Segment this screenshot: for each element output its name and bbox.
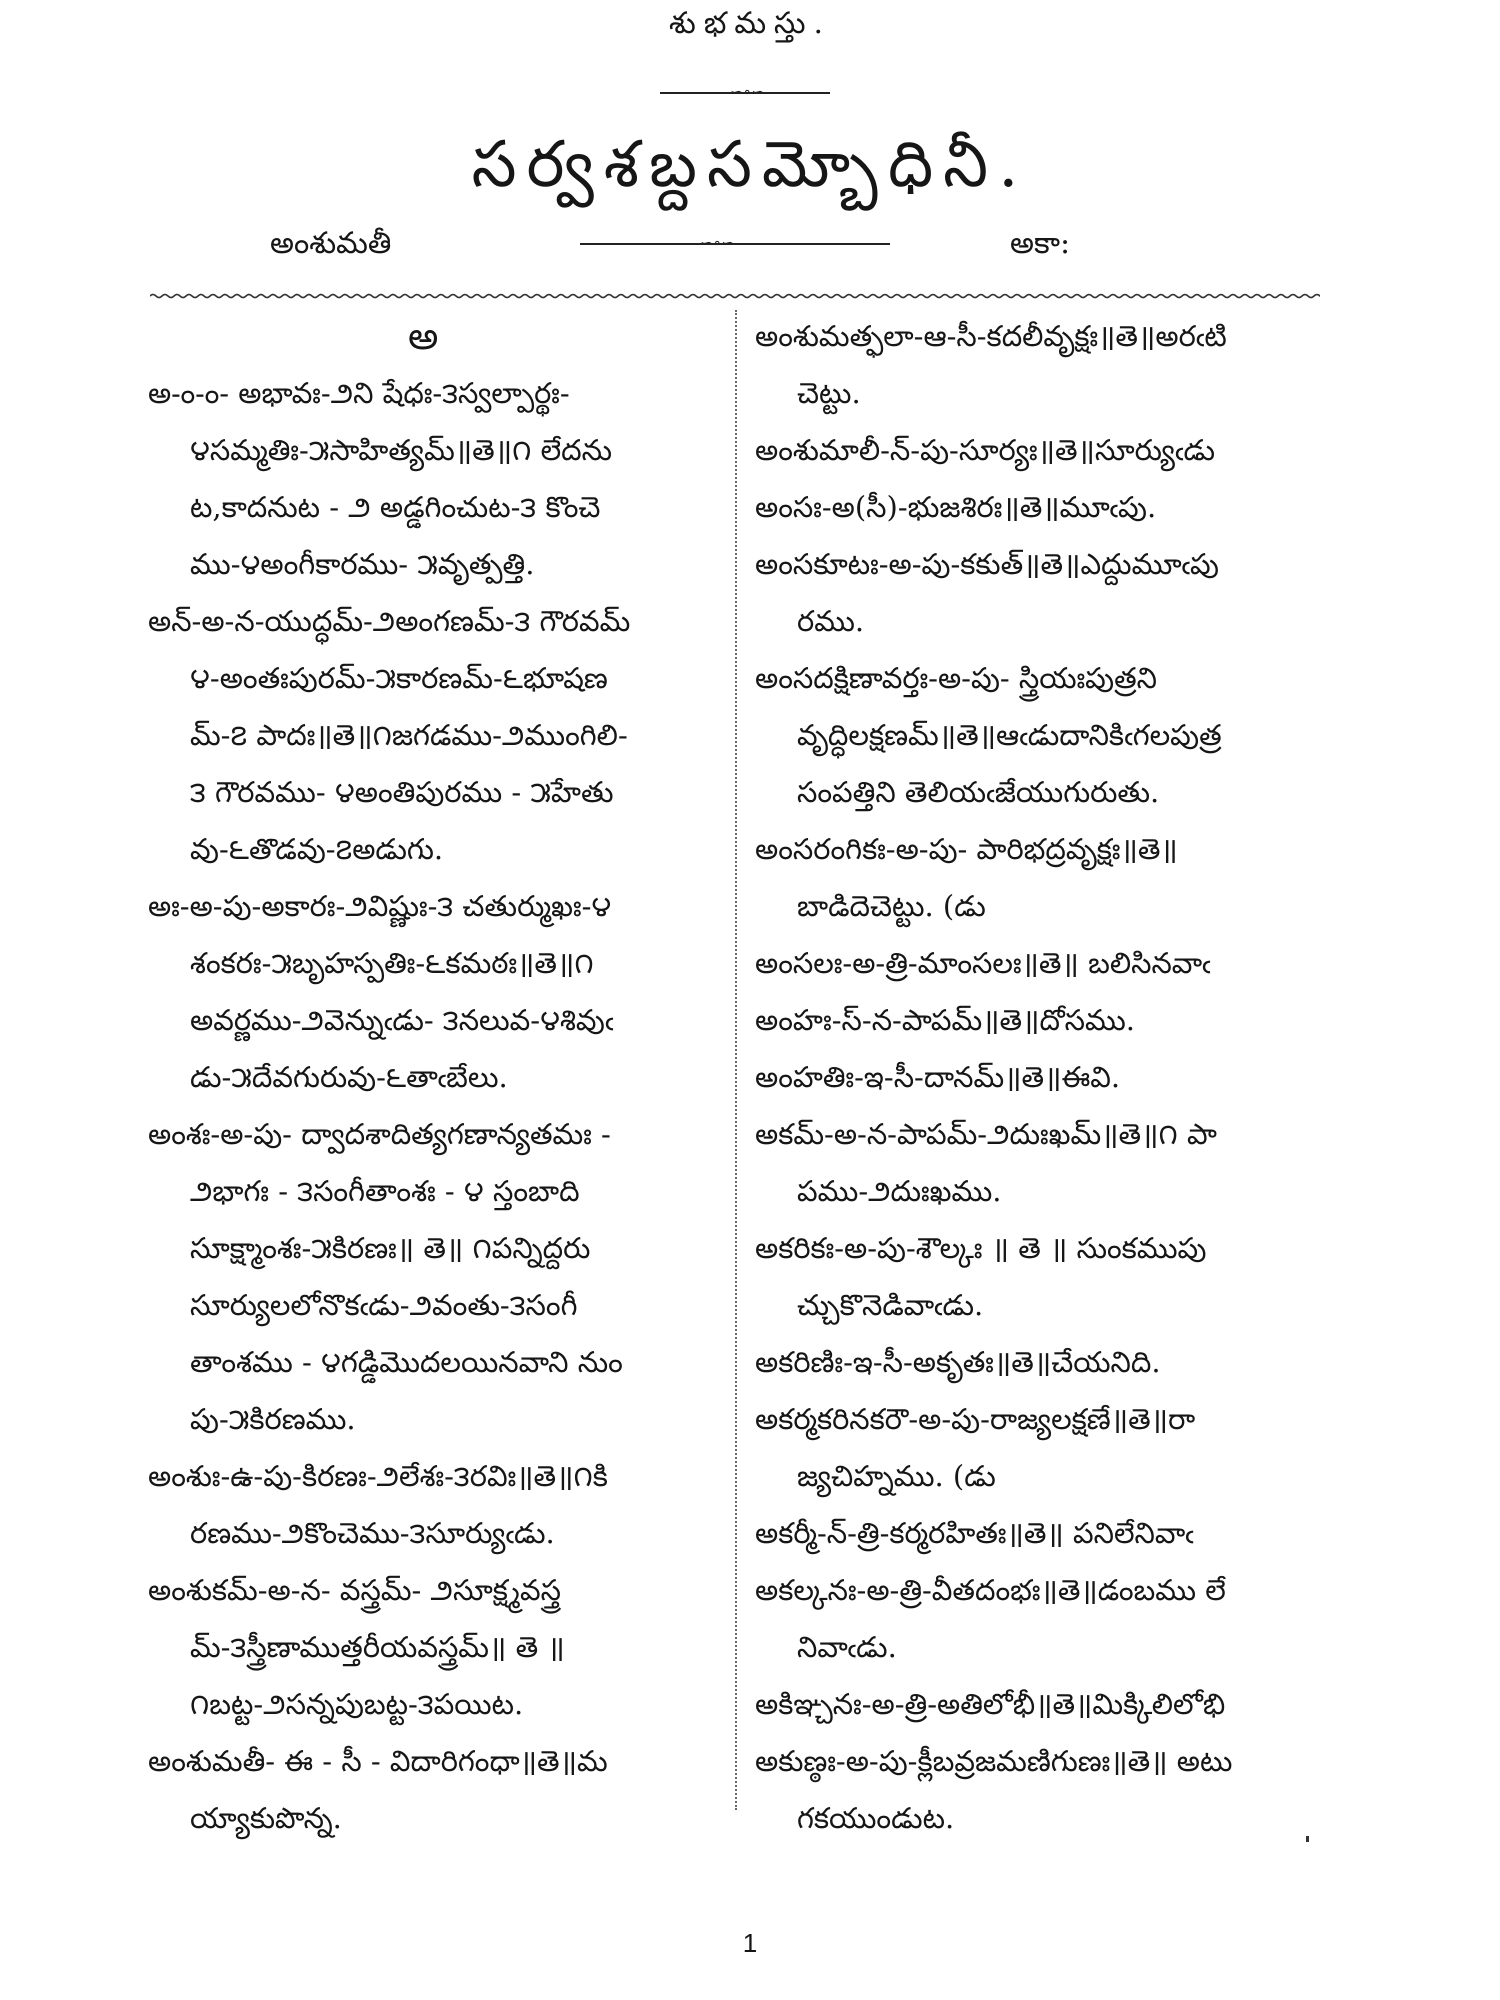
entry-continuation-line: ట,కాదనుట - ౨ అడ్డగించుట-౩ కొంచె <box>190 490 601 524</box>
entry-headword-line: అకర్మీ-న్-త్రి-కర్మరహితః॥తె॥ పనిలేనివాఁ <box>755 1516 1194 1550</box>
entry-continuation-line: జ్యచిహ్నము. (డు <box>797 1459 996 1493</box>
wavy-divider <box>150 292 1320 300</box>
entry-continuation-line: తాంశము - ౪గడ్డిమొదలయినవాని నుం <box>190 1345 623 1379</box>
entry-headword-line: అకర్మకరినకరౌ-అ-పు-రాజ్యలక్షణే॥తె॥రా <box>755 1402 1196 1436</box>
entry-continuation-line: మ్-౩స్త్రీణాముత్తరీయవస్త్రమ్॥ తె ॥ <box>190 1630 565 1664</box>
entry-headword-line: అకరికః-అ-పు-శౌల్కః ॥ తె ॥ సుంకముపు <box>755 1231 1207 1265</box>
entry-headword-line: అకల్కనః-అ-త్రి-వీతదంభః॥తె॥డంబము లే <box>755 1573 1226 1607</box>
entry-continuation-line: ౩ గౌరవము- ౪అంతిపురము - ౫హేతు <box>190 775 614 809</box>
page-number: 1 <box>742 1928 758 1958</box>
letter-heading: అ <box>408 314 439 358</box>
entry-headword-line: అంశుః-ఉ-పు-కిరణః-౨లేశః-౩రవిః॥తె॥౧కి <box>148 1459 608 1493</box>
entry-continuation-line: ౨భాగః - ౩సంగీతాంశః - ౪ స్తంబాది <box>190 1174 580 1208</box>
entry-headword-line: అంశః-అ-పు- ద్వాదశాదిత్యగణాన్యతమః - <box>148 1117 611 1151</box>
entry-headword-line: అంసరంగికః-అ-పు- పారిభద్రవృక్షః॥తె॥ <box>755 832 1178 866</box>
entry-continuation-line: సూర్యులలోనొకఁడు-౨వంతు-౩సంగీ <box>190 1288 578 1322</box>
entry-headword-line: అకరిణిః-ఇ-సీ-అకృతః॥తె॥చేయనిది. <box>755 1345 1161 1379</box>
entry-continuation-line: బాడిదెచెట్టు. (డు <box>797 889 986 923</box>
invocation-heading: శుభమస్తు. <box>668 6 832 41</box>
subtitle-left: అంశుమతీ <box>270 226 392 261</box>
entry-continuation-line: ౪సమ్మతిః-౫సాహిత్యమ్॥తె॥౧ లేదను <box>190 433 613 467</box>
entry-continuation-line: అవర్ణము-౨వెన్నుఁడు- ౩నలువ-౪శివుఁ <box>190 1003 614 1037</box>
entry-headword-line: అన్-అ-న-యుద్ధమ్-౨అంగణమ్-౩ గౌరవమ్ <box>148 604 631 638</box>
entry-headword-line: అంశుమతీ- ఈ - సీ - విదారిగంధా॥తె॥మ <box>148 1744 608 1778</box>
entry-headword-line: అంశుమాలీ-న్-పు-సూర్యః॥తె॥సూర్యుఁడు <box>755 433 1215 467</box>
subtitle-right: అకా: <box>1010 226 1071 261</box>
entry-headword-line: అంసలః-అ-త్రి-మాంసలః॥తె॥ బలిసినవాఁ <box>755 946 1211 980</box>
entry-continuation-line: నివాఁడు. <box>797 1630 897 1664</box>
entry-continuation-line: శంకరః-౫బృహస్పతిః-౬కమఠః॥తె॥౧ <box>190 946 594 980</box>
entry-continuation-line: ౪-అంతఃపురమ్-౫కారణమ్-౬భూషణ <box>190 661 608 695</box>
entry-headword-line: అకిఞ్చనః-అ-త్రి-అతిలోభీ॥తె॥మిక్కిలిలోభి <box>755 1687 1226 1721</box>
entry-headword-line: అంశుకమ్-అ-న- వస్త్రమ్- ౨సూక్ష్మవస్త్ర <box>148 1573 561 1607</box>
entry-continuation-line: వృద్ధిలక్షణమ్॥తె॥ఆఁడుదానికిఁగలపుత్ర <box>797 718 1222 752</box>
entry-headword-line: అంశుమత్ఫలా-ఆ-సీ-కదలీవృక్షః॥తె॥అరఁటి <box>755 319 1227 353</box>
entry-headword-line: అః-అ-పు-అకారః-౨విష్ణుః-౩ చతుర్ముఖః-౪ <box>148 889 612 923</box>
book-title: సర్వశబ్దసమ్బోధినీ. <box>471 128 1029 202</box>
entry-continuation-line: డు-౫దేవగురువు-౬తాఁబేలు. <box>190 1060 508 1094</box>
entry-continuation-line: వు-౬తొడవు-౭అడుగు. <box>190 832 444 866</box>
column-divider <box>735 310 737 1810</box>
entry-continuation-line: చెట్టు. <box>797 376 861 410</box>
entry-headword-line: అంహతిః-ఇ-సీ-దానమ్॥తె॥ఈవి. <box>755 1060 1121 1094</box>
entry-continuation-line: రణము-౨కొంచెము-౩సూర్యుఁడు. <box>190 1516 555 1550</box>
entry-continuation-line: య్యాకుపొన్న. <box>190 1801 342 1835</box>
entry-continuation-line: ౧బట్ట-౨సన్నపుబట్ట-౩పయిట. <box>190 1687 524 1721</box>
entry-continuation-line: గకయుండుట. <box>797 1801 955 1835</box>
left-column <box>148 308 716 1847</box>
entry-continuation-line: పము-౨దుఃఖము. <box>797 1174 1002 1208</box>
entry-continuation-line: మ్-౭ పాదః॥తె॥౧జగడము-౨ముంగిలి- <box>190 718 628 752</box>
entry-headword-line: అకమ్-అ-న-పాపమ్-౨దుఃఖమ్॥తె॥౧ పా <box>755 1117 1217 1151</box>
print-speck <box>1306 1836 1309 1842</box>
entry-continuation-line: సంపత్తిని తెలియఁజేయుగురుతు. <box>797 775 1160 809</box>
entry-continuation-line: ము-౪అంగీకారము- ౫వృత్పత్తి. <box>190 547 535 581</box>
right-column <box>755 308 1335 1847</box>
entry-continuation-line: చ్చుకొనెడివాఁడు. <box>797 1288 984 1322</box>
entry-headword-line: అ-ం-ం- అభావః-౨ని షేధః-౩స్వల్పార్థః- <box>148 376 570 410</box>
entry-continuation-line: రము. <box>797 604 865 638</box>
entry-continuation-line: పు-౫కిరణము. <box>190 1402 356 1436</box>
entry-continuation-line: సూక్ష్మాంశః-౫కిరణః॥ తె॥ ౧పన్నిద్దరు <box>190 1231 591 1265</box>
entry-headword-line: అంసకూటః-అ-పు-కకుత్॥తె॥ఎద్దుమూఁపు <box>755 547 1219 581</box>
entry-headword-line: అంహః-స్-న-పాపమ్॥తె॥దోసము. <box>755 1003 1135 1037</box>
dictionary-page: శుభమస్తు. ∽∘∽ సర్వశబ్దసమ్బోధినీ. అంశుమతీ ∽∘∽ అకా: అ అ-ం-ం- అభావః-౨ని షేధః-౩స్వల్పార్థః- ౪సమ్మతిః-౫సాహిత్యమ్॥తె॥౧ లేదను ట,కాదనుట - ౨ అడ్డగించుట-౩ కొంచె ము-౪అంగీకారము- ౫వృత్పత్తి. అన్-అ-న-యుద్ధమ్-౨అంగణమ్-౩ గౌరవమ్ ౪-అంతఃపురమ్-౫కారణమ్-౬భూషణ మ్-౭ పాదః॥తె॥౧జగడము-౨ముంగిలి- ౩ గౌరవము- ౪అంతిపురము - ౫హేతు వు-౬తొడవు-౭అడుగు. అః-అ-పు-అకారః-౨విష్ణుః-౩ చతుర్ముఖః-౪ శంకరః-౫బృహస్పతిః-౬కమఠః॥తె॥౧ అవర్ణము-౨వెన్నుఁడు- ౩నలువ-౪శివుఁ డు-౫దేవగురువు-౬తాఁబేలు. అంశః-అ-పు- ద్వాదశాదిత్యగణాన్యతమః - ౨భాగః - ౩సంగీతాంశః - ౪ స్తంబాది సూక్ష్మాంశః-౫కిరణః॥ తె॥ ౧పన్నిద్దరు సూర్యులలోనొకఁడు-౨వంతు-౩సంగీ తాంశము - ౪గడ్డిమొదలయినవాని నుం పు-౫కిరణము. అంశుః-ఉ-పు-కిరణః-౨లేశః-౩రవిః॥తె॥౧కి రణము-౨కొంచెము-౩సూర్యుఁడు. అంశుకమ్-అ-న- వస్త్రమ్- ౨సూక్ష్మవస్త్ర మ్-౩స్త్రీణాముత్తరీయవస్త్రమ్॥ తె ॥ ౧బట్ట-౨సన్నపుబట్ట-౩పయిట. అంశుమతీ- ఈ - సీ - విదారిగంధా॥తె॥మ య్యాకుపొన్న. అంశుమత్ఫలా-ఆ-సీ-కదలీవృక్షః॥తె॥అరఁటి చెట్టు. అంశుమాలీ-న్-పు-సూర్యః॥తె॥సూర్యుఁడు అంసః-అ(సీ)-భుజశిరః॥తె॥మూఁపు. అంసకూటః-అ-పు-కకుత్॥తె॥ఎద్దుమూఁపు రము. అంసదక్షిణావర్తః-అ-పు- స్త్రియఃపుత్రని వృద్ధిలక్షణమ్॥తె॥ఆఁడుదానికిఁగలపుత్ర సంపత్తిని తెలియఁజేయుగురుతు. అంసరంగికః-అ-పు- పారిభద్రవృక్షః॥తె॥ బాడిదెచెట్టు. (డు అంసలః-అ-త్రి-మాంసలః॥తె॥ బలిసినవాఁ అంహః-స్-న-పాపమ్॥తె॥దోసము. అంహతిః-ఇ-సీ-దానమ్॥తె॥ఈవి. అకమ్-అ-న-పాపమ్-౨దుఃఖమ్॥తె॥౧ పా పము-౨దుఃఖము. అకరికః-అ-పు-శౌల్కః ॥ తె ॥ సుంకముపు చ్చుకొనెడివాఁడు. అకరిణిః-ఇ-సీ-అకృతః॥తె॥చేయనిది. అకర్మకరినకరౌ-అ-పు-రాజ్యలక్షణే॥తె॥రా జ్యచిహ్నము. (డు అకర్మీ-న్-త్రి-కర్మరహితః॥తె॥ పనిలేనివాఁ అకల్కనః-అ-త్రి-వీతదంభః॥తె॥డంబము లే నివాఁడు. అకిఞ్చనః-అ-త్రి-అతిలోభీ॥తె॥మిక్కిలిలోభి అకుణ్ఠః-అ-పు-క్లీబవ్రజమణిగుణః॥తె॥ అటు గకయుండుట. 1 <box>0 0 1500 2000</box>
entry-headword-line: అకుణ్ఠః-అ-పు-క్లీబవ్రజమణిగుణః॥తె॥ అటు <box>755 1744 1233 1778</box>
entry-headword-line: అంసదక్షిణావర్తః-అ-పు- స్త్రియఃపుత్రని <box>755 661 1158 695</box>
entry-headword-line: అంసః-అ(సీ)-భుజశిరః॥తె॥మూఁపు. <box>755 490 1157 524</box>
